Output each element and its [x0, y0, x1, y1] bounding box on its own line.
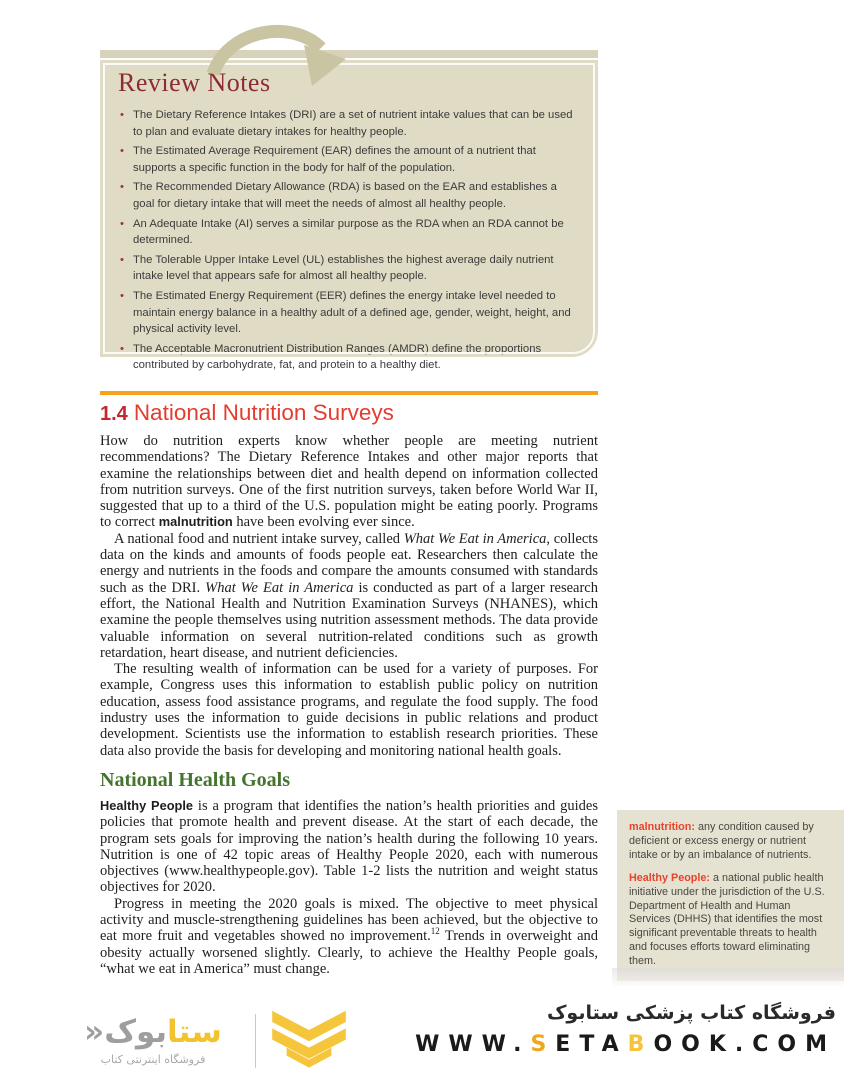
- setabook-wordmark-block: [64, 1013, 242, 1066]
- margin-definitions-box: [617, 810, 844, 981]
- url-part-s: S: [530, 1032, 556, 1057]
- logo-tagline: فروشگاه اینترنتی کتاب: [100, 1052, 206, 1066]
- definition-malnutrition: [629, 821, 832, 863]
- paragraph: A national food and nutrient intake survey, called What We Eat in America, collects data on the kinds and amounts of foods people eat. Researchers then calculate the energy and nutrients in the foods and compare the amounts consumed with standards such as the DRI. What We Eat in America is conducted as part of a larger research effort, the National Health and Nutrition Examination Surveys (NHANES), which examine the people themselves using nutrition assessment methods. The data provide valuable information on several nutrition-related conditions such as growth retardation, heart disease, and nutrient deficiencies.: [100, 530, 598, 661]
- paragraph: Progress in meeting the 2020 goals is mixed. The objective to meet physical activity and muscle-strengthening guidelines has been achieved, but the objective to eat more fruit and vegetables showed no improvement.$^{12}$ Trends in overweight and obesity actually worsened slightly. Clearly, to achieve the Healthy People goals, “what we eat in America” must change.: [100, 895, 599, 977]
- section-number: 1.4: [100, 403, 128, 425]
- definition-healthy-people: [629, 872, 832, 969]
- review-bullet: • The Dietary Reference Intakes (DRI) are a set of nutrient intake values that can be used to plan and evaluate dietary intakes for healthy people.: [118, 107, 580, 140]
- section-divider-rule: [100, 391, 598, 395]
- review-box-body: [100, 60, 598, 372]
- review-bullet: • The Acceptable Macronutrient Distribution Ranges (AMDR) define the proportions contributed by carbohydrate, fat, and protein to a healthy diet.: [118, 341, 580, 374]
- url-part: ETA: [555, 1032, 628, 1057]
- paragraph: Healthy People is a program that identifies the nation’s health priorities and guides policies that promote health and prevent disease. At the start of each decade, the program sets goals for improving the nation’s health during the following 10 years. Nutrition is one of 42 topic areas of Healthy People 2020, each with numerous objectives (www.healthypeople.gov). Table 1-2 lists the nutrition and weight status objectives for 2020.: [100, 797, 598, 896]
- subsection-heading: National Health Goals: [100, 768, 291, 791]
- url-part: WWW.: [415, 1032, 531, 1057]
- definition-term: malnutrition:: [629, 821, 695, 833]
- paragraph: The resulting wealth of information can be used for a variety of purposes. For example, Congress uses this information to establish public policy on nutrition education, assess food assistance programs, and regulate the food supply. The food industry uses the information to guide decisions in public relations and product development. Scientists use the information to establish research priorities. These data also provide the basis for developing and monitoring national health goals.: [100, 661, 598, 759]
- review-notes-title: Review Notes: [118, 68, 271, 97]
- setabook-logo: [64, 1006, 349, 1075]
- review-notes-list: [116, 107, 582, 374]
- paragraph: How do nutrition experts know whether people are meeting nutrient recommendations? The Dietary Reference Intakes and other major reports that examine the relationships between diet and health depend on information collected from nutrition surveys. One of the first nutrition surveys, taken before World War II, suggested that up to a third of the U.S. population might be eating poorly. Programs to correct malnutrition have been evolving ever since.: [100, 433, 598, 531]
- url-part-b: B: [627, 1032, 654, 1057]
- definition-text: any condition caused by deficient or excess energy or nutrient intake or by an imbalance of nutrients.: [629, 821, 814, 861]
- setabook-wordmark: [64, 1013, 242, 1050]
- setabook-chevron-icon: [269, 1006, 349, 1075]
- store-title-persian: فروشگاه کتاب پزشکی ستابوک: [546, 1002, 836, 1024]
- definition-text: a national public health initiative under the jurisdiction of the U.S. Department of Health and Human Services (DHHS) that identifies the most significant preventable threats to health and focuses efforts toward eliminating them.: [629, 871, 825, 968]
- review-bullet: • The Estimated Average Requirement (EAR) defines the amount of a nutrient that supports a specific function in the body for half of the population.: [118, 143, 580, 176]
- setabook-url: [415, 1032, 836, 1057]
- wordmark-gray-part: بوک: [104, 1013, 168, 1050]
- review-bullet: • The Estimated Energy Requirement (EER) defines the energy intake level needed to maintain energy balance in a healthy adult of a defined age, gender, weight, height, and physical activity level.: [118, 288, 580, 338]
- review-bullet: • An Adequate Intake (AI) serves a similar purpose as the RDA when an RDA cannot be determined.: [118, 216, 580, 249]
- scan-shadow: [612, 968, 844, 986]
- definition-term: Healthy People:: [629, 871, 710, 884]
- review-bullet: • The Tolerable Upper Intake Level (UL) establishes the highest average daily nutrient intake level that appears safe for almost all healthy people.: [118, 252, 580, 285]
- wordmark-yellow-part: ستا: [167, 1013, 222, 1050]
- url-part: OOK.COM: [653, 1032, 836, 1057]
- footer-store-info: [415, 1002, 836, 1057]
- section-heading: [100, 400, 598, 426]
- body-text-column: [100, 433, 598, 977]
- section-title: National Nutrition Surveys: [133, 400, 394, 425]
- logo-divider: [255, 1014, 256, 1068]
- review-bullet: • The Recommended Dietary Allowance (RDA) is based on the EAR and establishes a goal for dietary intake that will meet the needs of almost all healthy people.: [118, 179, 580, 212]
- wordmark-guillemet: «: [84, 1013, 105, 1050]
- curved-arrow-icon: [205, 16, 355, 103]
